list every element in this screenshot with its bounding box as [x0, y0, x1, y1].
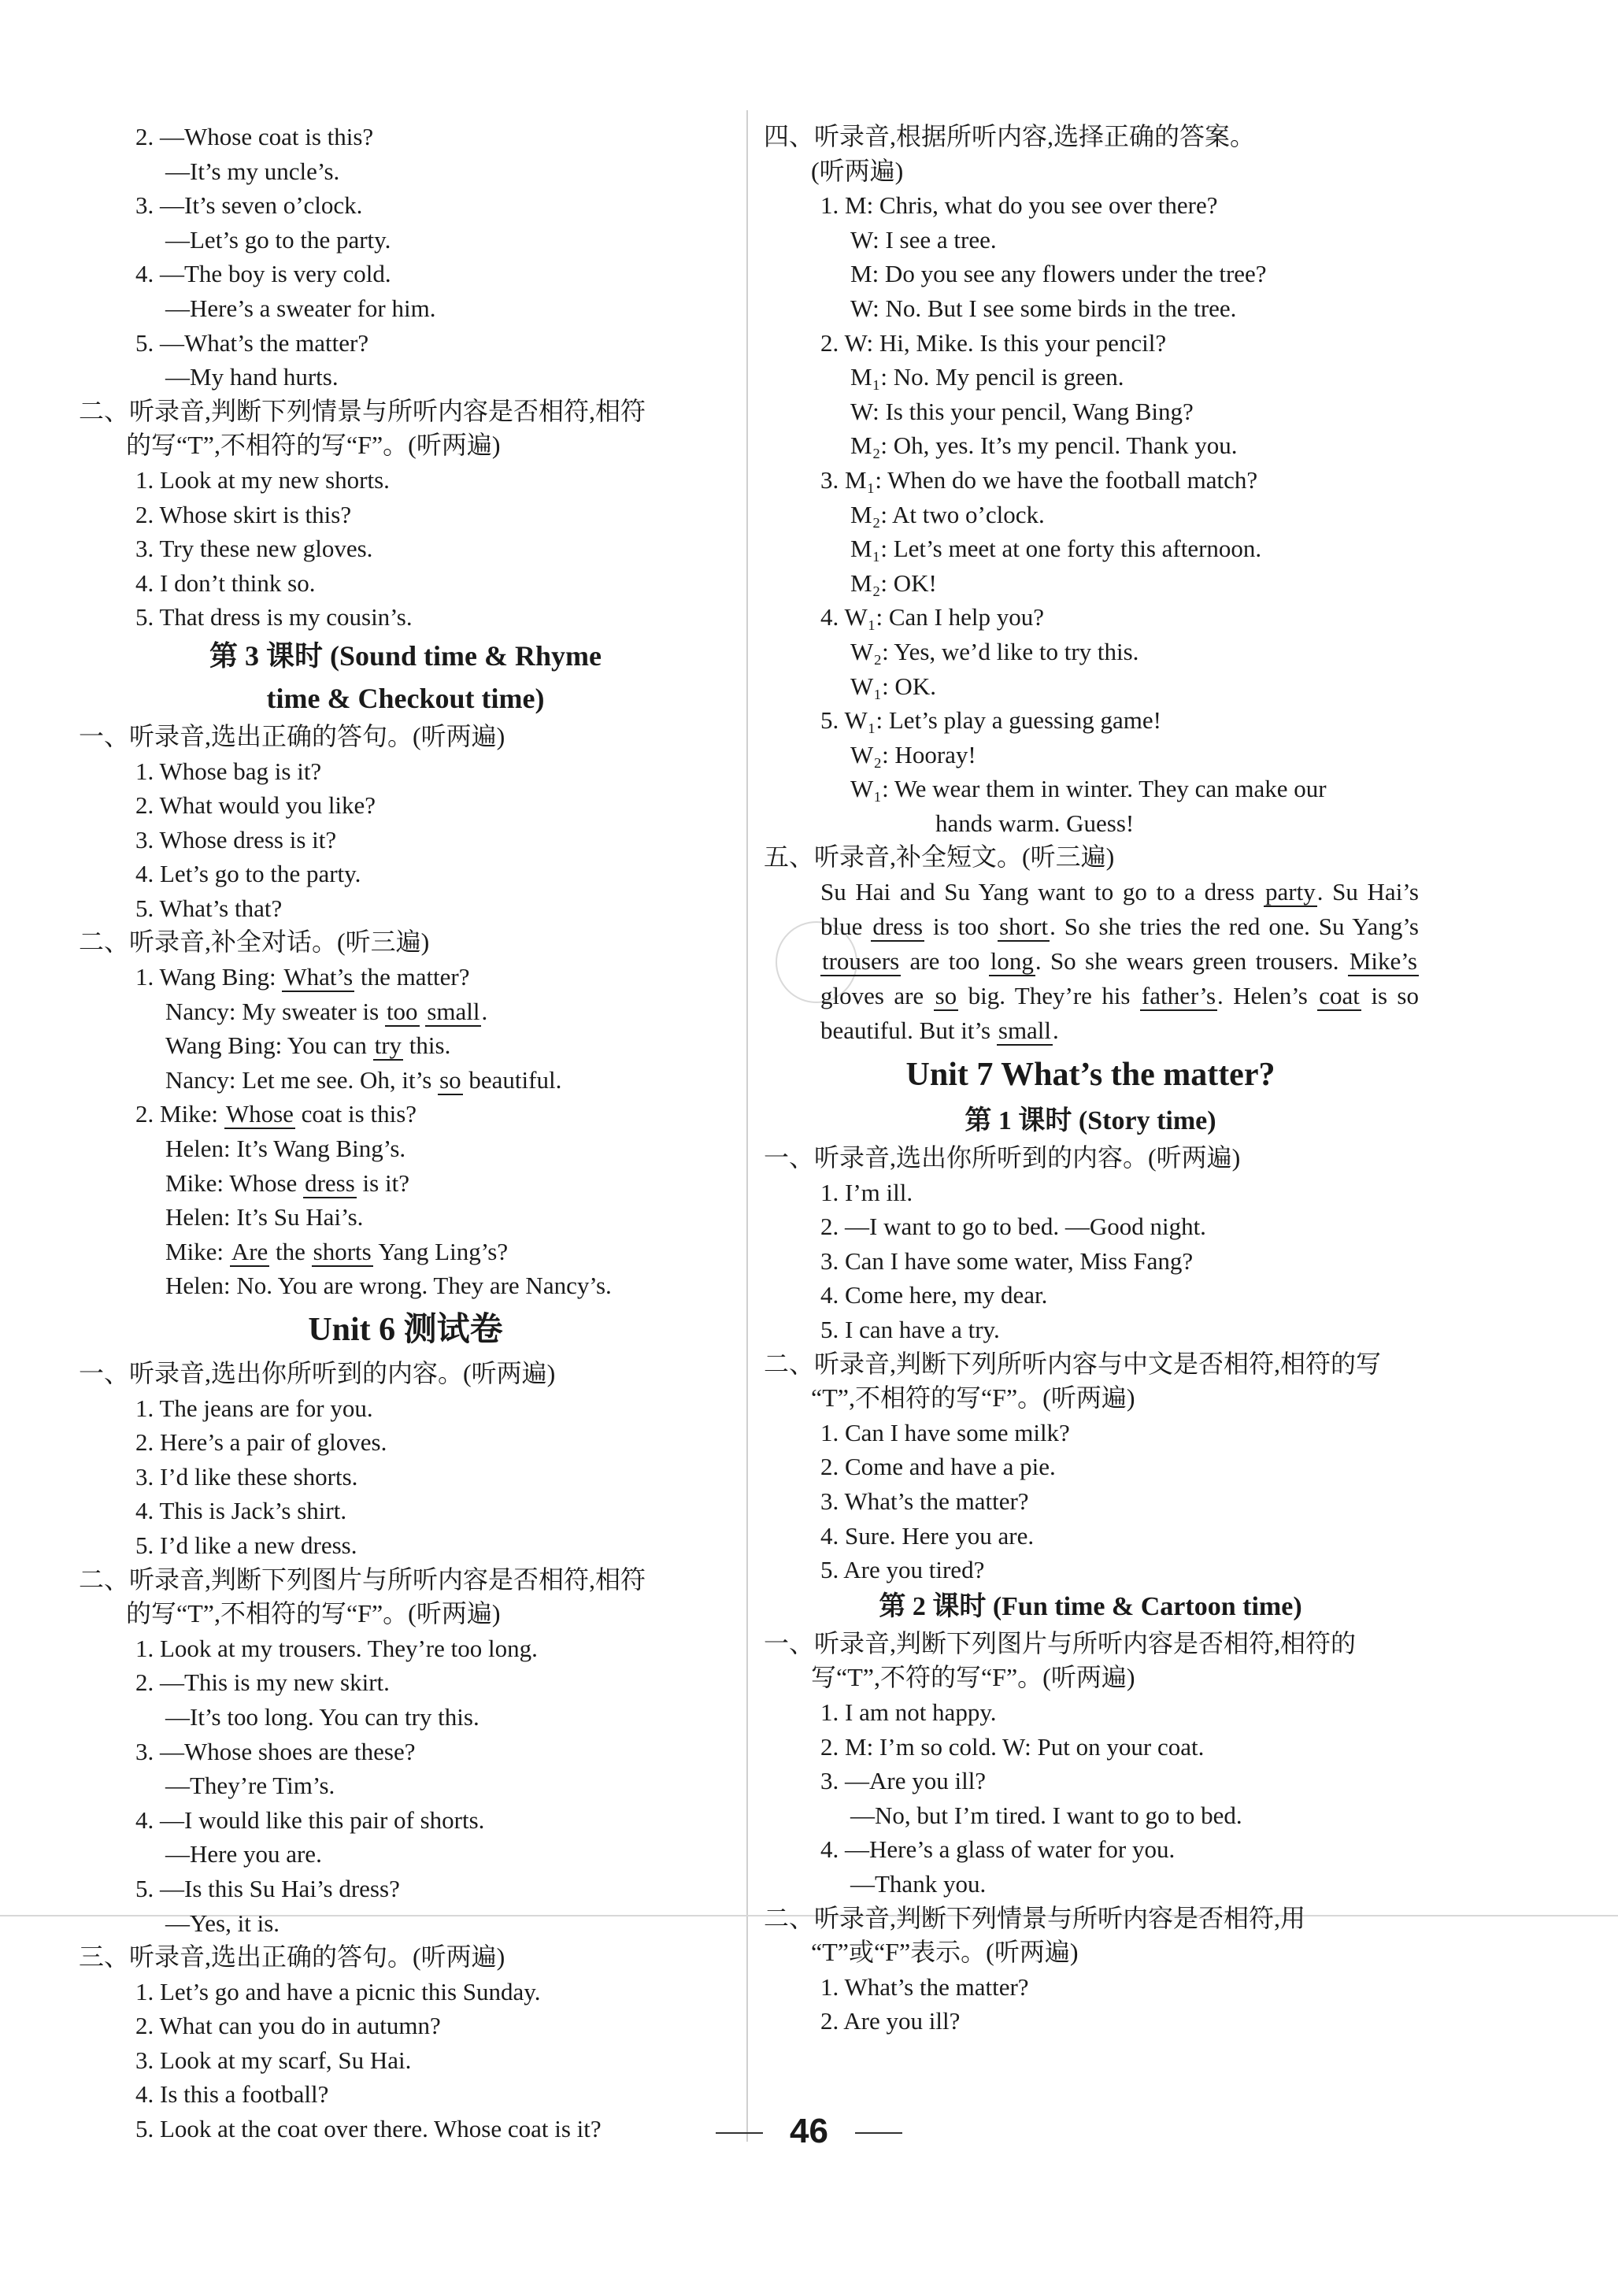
text-line: W₁: OK. — [850, 672, 936, 700]
text-line: 2. Come and have a pie. — [820, 1453, 1056, 1481]
text-line: 5. I’d like a new dress. — [135, 1531, 357, 1559]
fill-blank-answer: dress — [305, 1168, 355, 1197]
text-line: 2. —Whose coat is this? — [135, 123, 374, 150]
fill-blank-answer: What’s — [283, 963, 354, 991]
section-heading-cont: “T”或“F”表示。(听两遍) — [811, 1938, 1079, 1967]
text-line: —Here’s a sweater for him. — [165, 294, 436, 322]
text-line: M₁: No. My pencil is green. — [850, 363, 1124, 391]
page-footer — [0, 2112, 1618, 2151]
text-line: 1. I am not happy. — [820, 1698, 997, 1726]
section-heading: 二、听录音,判断下列图片与所听内容是否相符,相符 — [79, 1565, 646, 1594]
text-line: W: No. But I see some birds in the tree. — [850, 294, 1237, 322]
text-line: 1. I’m ill. — [820, 1178, 913, 1206]
text-line: M₂: OK! — [850, 568, 937, 597]
text-line: 3. —Whose shoes are these? — [135, 1737, 416, 1765]
line-text: is it? — [356, 1168, 409, 1197]
text-line: M₂: At two o’clock. — [850, 500, 1045, 528]
line-text: . — [481, 997, 488, 1025]
text-line: 3. Look at my scarf, Su Hai. — [135, 2046, 412, 2074]
fill-blank-answer: try — [374, 1031, 402, 1060]
fill-blank-answer: so — [935, 982, 957, 1010]
text-line: 2. Here’s a pair of gloves. — [135, 1428, 387, 1457]
passage-text: . So she tries the red one. Su Yang’s — [1050, 913, 1419, 941]
passage-text: are too — [901, 947, 989, 976]
right-column — [764, 120, 1417, 2039]
section-heading-cont: “T”,不相符的写“F”。(听两遍) — [811, 1383, 1135, 1413]
text-line: 1. M: Chris, what do you see over there? — [820, 191, 1218, 220]
section-heading: 二、听录音,补全对话。(听三遍) — [79, 928, 430, 957]
footer-dash-right — [855, 2132, 902, 2134]
text-line: Helen: No. You are wrong. They are Nancy’s. — [165, 1272, 612, 1300]
text-line: 4. —I would like this pair of shorts. — [135, 1805, 485, 1834]
text-line — [79, 1235, 732, 1269]
passage-text: gloves are — [820, 982, 934, 1010]
fill-blank-answer: trousers — [822, 947, 900, 976]
text-line: 4. —Here’s a glass of water for you. — [820, 1835, 1176, 1864]
fill-blank-answer: shorts — [313, 1237, 372, 1265]
text-line — [79, 1097, 732, 1131]
text-line: —No, but I’m tired. I want to go to bed. — [850, 1801, 1242, 1829]
text-line: 5. Are you tired? — [820, 1556, 985, 1584]
left-column — [79, 120, 732, 2146]
text-line: 4. This is Jack’s shirt. — [135, 1497, 347, 1525]
passage-text: . Su Hai’s blue — [820, 878, 1419, 941]
column-divider — [746, 110, 748, 2142]
passage-text: is too — [924, 913, 998, 941]
fill-blank-answer: Mike’s — [1349, 947, 1417, 976]
text-line: 3. I’d like these shorts. — [135, 1462, 358, 1491]
passage-text: . Helen’s — [1217, 982, 1318, 1010]
text-line: 5. Look at the coat over there. Whose coat is it? — [135, 2115, 602, 2143]
text-line: Helen: It’s Wang Bing’s. — [165, 1135, 406, 1163]
text-line: 1. What’s the matter? — [820, 1972, 1029, 2001]
line-text: Mike: Whose — [165, 1168, 304, 1197]
text-line: W₁: We wear them in winter. They can make our — [850, 775, 1327, 803]
line-text: Yang Ling’s? — [372, 1237, 509, 1265]
text-line — [79, 960, 732, 994]
text-line: M₁: Let’s meet at one forty this afternoon. — [850, 535, 1262, 563]
text-line: —My hand hurts. — [165, 363, 339, 391]
text-line: 5. I can have a try. — [820, 1316, 1000, 1344]
text-line — [79, 1028, 732, 1063]
text-line: W₂: Yes, we’d like to try this. — [850, 637, 1139, 665]
text-line: —Yes, it is. — [165, 1909, 280, 1937]
lesson-title: 第 3 课时 (Sound time & Rhyme — [209, 639, 602, 672]
text-line: 1. The jeans are for you. — [135, 1394, 373, 1422]
text-line: 1. Look at my new shorts. — [135, 465, 390, 494]
text-line: 3. Can I have some water, Miss Fang? — [820, 1246, 1194, 1275]
text-line: 3. Whose dress is it? — [135, 825, 337, 854]
line-text: Nancy: Let me see. Oh, it’s — [165, 1065, 439, 1094]
fill-blank-answer: too — [386, 997, 418, 1025]
text-line: Helen: It’s Su Hai’s. — [165, 1203, 364, 1231]
fill-blank-answer: Are — [231, 1237, 268, 1265]
fill-blank-answer: party — [1265, 878, 1316, 906]
text-line: W: I see a tree. — [850, 225, 997, 254]
text-line: M: Do you see any flowers under the tree? — [850, 260, 1267, 288]
section-heading-cont: 写“T”,不符的写“F”。(听两遍) — [811, 1663, 1135, 1692]
text-line: 3. Try these new gloves. — [135, 535, 373, 563]
text-line: 2. Whose skirt is this? — [135, 500, 352, 528]
text-line: 4. Sure. Here you are. — [820, 1521, 1035, 1550]
section-heading: 一、听录音,选出你所听到的内容。(听两遍) — [764, 1143, 1241, 1172]
text-line: 2. What can you do in autumn? — [135, 2012, 441, 2040]
fill-blank-answer: dress — [872, 913, 924, 941]
line-text: the matter? — [354, 963, 470, 991]
line-text: beautiful. — [462, 1065, 562, 1094]
text-line — [79, 1063, 732, 1098]
line-text: Wang Bing: You can — [165, 1031, 373, 1060]
text-line: 1. Look at my trousers. They’re too long. — [135, 1634, 538, 1662]
text-line: 2. Are you ill? — [820, 2007, 961, 2035]
passage-paragraph — [764, 875, 1419, 1048]
fill-blank-answer: coat — [1319, 982, 1360, 1010]
text-line: 3. What’s the matter? — [820, 1487, 1029, 1515]
text-line: —It’s too long. You can try this. — [165, 1702, 479, 1731]
lesson-title: 第 1 课时 (Story time) — [965, 1106, 1216, 1136]
text-line: 3. —Are you ill? — [820, 1767, 987, 1795]
text-line: 5. That dress is my cousin’s. — [135, 603, 413, 631]
text-line: W₂: Hooray! — [850, 740, 976, 768]
passage-text: is so beautiful. But it’s — [820, 982, 1419, 1045]
section-heading: 五、听录音,补全短文。(听三遍) — [764, 842, 1115, 872]
text-line: 5. —Is this Su Hai’s dress? — [135, 1874, 400, 1902]
text-line: 5. What’s that? — [135, 894, 283, 922]
text-line: 1. Let’s go and have a picnic this Sunday. — [135, 1977, 541, 2005]
text-line: 4. I don’t think so. — [135, 568, 316, 597]
text-line: 2. W: Hi, Mike. Is this your pencil? — [820, 328, 1167, 357]
line-text: 2. Mike: — [135, 1100, 224, 1128]
passage-text: big. They’re his — [958, 982, 1140, 1010]
text-line: hands warm. Guess! — [935, 809, 1135, 837]
section-heading: 一、听录音,判断下列图片与所听内容是否相符,相符的 — [764, 1628, 1357, 1657]
line-text: coat is this? — [294, 1100, 417, 1128]
text-line: 1. Whose bag is it? — [135, 757, 322, 785]
text-line: 2. —I want to go to bed. —Good night. — [820, 1213, 1206, 1241]
section-heading: 二、听录音,判断下列情景与所听内容是否相符,相符 — [79, 396, 646, 425]
footer-dash-left — [716, 2132, 763, 2134]
fill-blank-answer: small — [427, 997, 480, 1025]
text-line: 4. Is this a football? — [135, 2080, 329, 2109]
text-line: 2. —This is my new skirt. — [135, 1668, 390, 1697]
section-heading-cont: 的写“T”,不相符的写“F”。(听两遍) — [126, 431, 501, 460]
text-line — [79, 994, 732, 1029]
text-line: 3. M₁: When do we have the football match? — [820, 465, 1258, 494]
lesson-title: time & Checkout time) — [266, 682, 545, 714]
fill-blank-answer: short — [999, 913, 1049, 941]
section-heading: 二、听录音,判断下列情景与所听内容是否相符,用 — [764, 1903, 1306, 1932]
passage-text: . So she wears green trousers. — [1035, 947, 1348, 976]
fill-blank-answer: long — [990, 947, 1034, 976]
page-number: 46 — [790, 2112, 828, 2150]
text-line — [79, 1166, 732, 1201]
text-line: 2. M: I’m so cold. W: Put on your coat. — [820, 1732, 1205, 1761]
text-line: —Let’s go to the party. — [165, 225, 391, 254]
lesson-title: Unit 7 What’s the matter? — [905, 1057, 1276, 1094]
text-line: —Thank you. — [850, 1869, 987, 1898]
text-line: —Here you are. — [165, 1840, 322, 1868]
section-heading: 一、听录音,选出正确的答句。(听两遍) — [79, 721, 505, 750]
line-text: this. — [403, 1031, 451, 1060]
text-line: —They’re Tim’s. — [165, 1772, 335, 1800]
passage-text: Su Hai and Su Yang want to go to a dress — [820, 878, 1264, 906]
text-line: 2. What would you like? — [135, 791, 376, 820]
section-heading-cont: (听两遍) — [811, 156, 904, 185]
section-heading: 四、听录音,根据所听内容,选择正确的答案。 — [764, 122, 1256, 150]
section-heading: 二、听录音,判断下列所听内容与中文是否相符,相符的写 — [764, 1349, 1382, 1378]
text-line: 4. Let’s go to the party. — [135, 860, 361, 888]
text-line: 4. W₁: Can I help you? — [820, 603, 1045, 631]
section-heading: 三、听录音,选出正确的答句。(听两遍) — [79, 1942, 505, 1972]
text-line: 4. Come here, my dear. — [820, 1281, 1048, 1309]
text-line: 5. —What’s the matter? — [135, 328, 369, 357]
fill-blank-answer: small — [998, 1017, 1052, 1045]
fill-blank-answer: father’s — [1141, 982, 1216, 1010]
lesson-title: Unit 6 测试卷 — [308, 1312, 503, 1348]
fill-blank-answer: Whose — [225, 1100, 294, 1128]
text-line: 4. —The boy is very cold. — [135, 260, 391, 288]
passage-text: . — [1053, 1017, 1059, 1045]
line-text: Mike: — [165, 1237, 230, 1265]
text-line: W: Is this your pencil, Wang Bing? — [850, 397, 1194, 425]
line-text: the — [269, 1237, 312, 1265]
lesson-title: 第 2 课时 (Fun time & Cartoon time) — [879, 1591, 1302, 1621]
text-line: 1. Can I have some milk? — [820, 1418, 1070, 1446]
line-text: Nancy: My sweater is — [165, 997, 385, 1025]
text-line: M₂: Oh, yes. It’s my pencil. Thank you. — [850, 431, 1238, 460]
section-heading: 一、听录音,选出你所听到的内容。(听两遍) — [79, 1359, 556, 1387]
line-text: 1. Wang Bing: — [135, 963, 283, 991]
fill-blank-answer: so — [439, 1065, 461, 1094]
text-line: 5. W₁: Let’s play a guessing game! — [820, 706, 1161, 735]
text-line: —It’s my uncle’s. — [165, 157, 340, 185]
text-line: 3. —It’s seven o’clock. — [135, 191, 363, 220]
section-heading-cont: 的写“T”,不相符的写“F”。(听两遍) — [126, 1599, 501, 1628]
